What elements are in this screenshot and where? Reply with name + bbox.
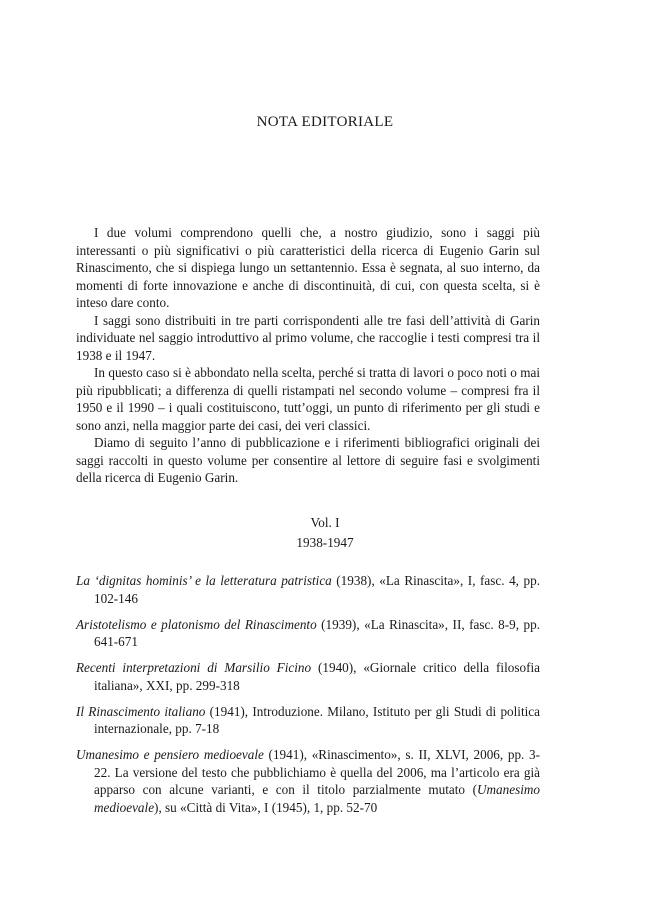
reference-title: Aristotelismo e platonismo del Rinascimento <box>76 616 317 632</box>
reference-details-tail: ), su «Città di Vita», I (1945), 1, pp. 52-70 <box>154 799 378 815</box>
reference-title: Umanesimo e pensiero medioevale <box>76 747 264 762</box>
volume-years: 1938-1947 <box>296 535 354 550</box>
reference-details: (1941), Introduzione. Milano, Istituto per gli Studi di politica internazionale, pp. 7-18 <box>94 703 540 736</box>
reference-list <box>76 572 540 825</box>
volume-heading <box>0 513 650 553</box>
page-title: NOTA EDITORIALE <box>256 114 394 130</box>
reference-title: La ‘dignitas hominis’ e la letteratura patristica <box>76 573 332 588</box>
intro-paragraph: I saggi sono distribuiti in tre parti corrispondenti alle tre fasi dell’attività di Garin individuate nel saggio introduttivo al primo volume, che raccoglie i testi compresi tra il 1938 e il 1947. <box>76 312 540 363</box>
reference-details: (1941), «Rinascimento», s. II, XLVI, 2006, pp. 3-22. La versione del testo che pubblichiamo è quella del 2006, ma l’articolo era già apparso con alcune varianti, e con il titolo parzialmente mutato ( <box>94 747 541 797</box>
intro-paragraph: In questo caso si è abbondato nella scelta, perché si tratta di lavori o poco noti o mai più ripubblicati; a differenza di quelli ristampati nel secondo volume – compresi fra il 1950 e il 1990 – i quali costituiscono, tutt’oggi, un punto di riferimento per gli studi e sono anzi, nella maggior parte dei casi, dei veri classici. <box>76 365 540 433</box>
reference-item <box>76 703 540 738</box>
reference-details: (1939), «La Rinascita», II, fasc. 8-9, pp. 641-671 <box>94 616 541 649</box>
reference-title: Il Rinascimento italiano <box>76 703 206 719</box>
reference-item <box>76 572 540 607</box>
intro-paragraph: I due volumi comprendono quelli che, a nostro giudizio, sono i saggi più interessanti o più significativi o più caratteristici della ricerca di Eugenio Garin sul Rinascimento, che si dispiega lungo un settantennio. Essa è segnata, al suo interno, da momenti di forte innovazione e anche di discontinuità, di cui, con questa scelta, si è inteso dare conto. <box>76 225 540 310</box>
reference-item <box>76 659 540 694</box>
reference-title: Recenti interpretazioni di Marsilio Ficino <box>76 660 312 675</box>
reference-details: (1938), «La Rinascita», I, fasc. 4, pp. 102-146 <box>94 573 540 606</box>
intro-paragraph: Diamo di seguito l’anno di pubblicazione e i riferimenti bibliografici originali dei saggi raccolti in questo volume per consentire al lettore di seguire fasi e svolgimenti della ricerca di Eugenio Garin. <box>76 435 540 485</box>
reference-details: (1940), «Giornale critico della filosofia italiana», XXI, pp. 299-318 <box>94 660 540 693</box>
reference-item <box>76 746 540 816</box>
intro-text <box>76 224 540 487</box>
reference-inner-title: Umanesimo medioevale <box>94 782 540 815</box>
reference-item <box>76 616 540 651</box>
volume-label: Vol. I <box>310 515 340 530</box>
